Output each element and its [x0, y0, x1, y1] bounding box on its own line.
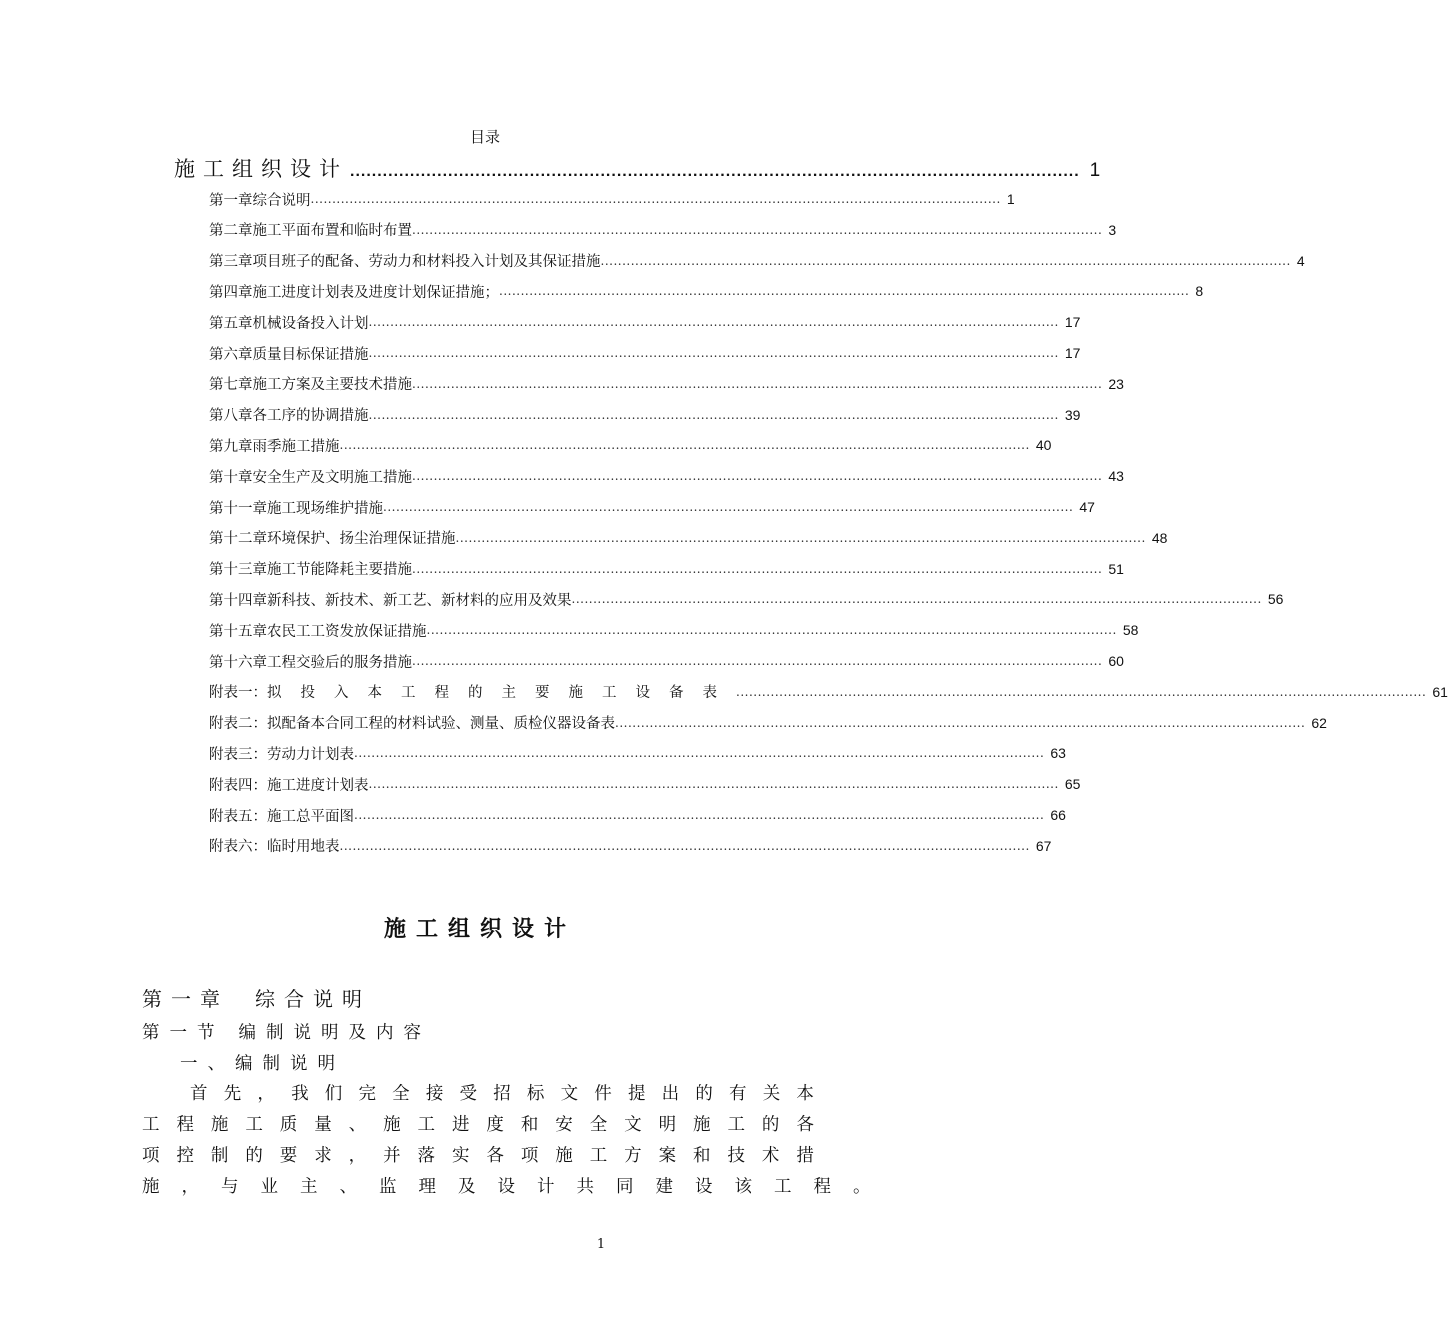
toc-entry-chapter: 第三章	[209, 254, 253, 271]
toc-entry-chapter: 第七章	[209, 377, 253, 394]
toc-entry[interactable]	[209, 523, 1168, 553]
paragraph-line: 项 控 制 的 要 求 ， 并 落 实 各 项 施 工 方 案 和 技 术 措	[142, 1146, 814, 1166]
toc-entry-chapter: 附表一：	[209, 685, 267, 702]
toc-entry-chapter: 第四章	[209, 284, 253, 301]
toc-leader-dots: ................................................................................................................................................................	[571, 592, 1262, 607]
toc-entry-page: 58	[1122, 622, 1139, 639]
toc-entry-page: 48	[1151, 529, 1168, 546]
toc-entry-title: 各工序的协调措施	[252, 408, 369, 425]
toc-entry-title: 劳动力计划表	[267, 746, 354, 763]
toc-leader-dots: ................................................................................................................................................................	[383, 500, 1074, 514]
toc-entry-page: 23	[1108, 375, 1124, 392]
section-heading	[142, 1019, 431, 1044]
toc-entry-chapter: 附表四：	[209, 777, 267, 794]
toc-entry[interactable]	[209, 276, 1204, 306]
toc-entry-title: 拟配备本合同工程的材料试验、测量、质检仪器设备表	[267, 716, 615, 733]
toc-entry-title: 施工总平面图	[267, 808, 354, 825]
section-number: 第一节	[142, 1023, 225, 1043]
toc-leader-dots: ................................................................................................................................................................	[354, 746, 1045, 761]
toc-entry[interactable]	[209, 708, 1327, 738]
page-number: 1	[596, 1237, 606, 1252]
toc-leader-dots: ................................................................................................................................................................	[412, 376, 1103, 391]
toc-entry-page: 39	[1064, 406, 1081, 423]
toc-entry[interactable]	[209, 831, 1052, 861]
toc-entry-title: 机械设备投入计划	[252, 315, 369, 332]
toc-entry-page: 56	[1267, 591, 1284, 608]
toc-entry[interactable]	[209, 800, 1066, 830]
toc-entry-title: 新科技、新技术、新工艺、新材料的应用及效果	[267, 592, 572, 609]
paragraph-line: 工 程 施 工 质 量 、 施 工 进 度 和 安 全 文 明 施 工 的 各	[142, 1115, 814, 1135]
toc-entry-chapter: 第十五章	[209, 623, 267, 640]
toc-entry-page: 66	[1050, 807, 1066, 823]
toc-entry-page: 43	[1108, 468, 1124, 485]
toc-leader-dots: ................................................................................................................................................................	[412, 469, 1103, 484]
toc-entry-title: 质量目标保证措施	[252, 346, 369, 363]
toc-main-entry[interactable]	[174, 153, 1101, 183]
toc-entry-title: 工程交验后的服务措施	[267, 654, 412, 671]
chapter-number: 第一章	[142, 987, 229, 1011]
toc-main-title: 施工组织设计	[174, 157, 348, 181]
toc-entry[interactable]	[209, 246, 1305, 276]
toc-entry[interactable]	[209, 492, 1095, 522]
toc-entry-page: 51	[1108, 560, 1124, 577]
toc-entry[interactable]	[209, 184, 1015, 214]
toc-entry-chapter: 第十三章	[209, 562, 267, 579]
toc-entry[interactable]	[209, 400, 1081, 430]
chapter-heading	[142, 983, 371, 1012]
toc-leader-dots: ................................................................................................................................................................	[615, 715, 1306, 730]
toc-entry-title: 拟投入本工程的主要施工设备表	[267, 685, 736, 702]
toc-leader-dots: ................................................................................................................................................................	[368, 407, 1059, 422]
toc-title: 目录	[469, 128, 500, 146]
toc-entry-page: 47	[1079, 499, 1095, 515]
toc-entry-page: 17	[1064, 345, 1081, 361]
toc-entry-page: 17	[1064, 314, 1081, 331]
toc-entry-page: 1	[1006, 191, 1015, 207]
toc-entry-page: 62	[1311, 714, 1327, 731]
toc-entry-title: 环境保护、扬尘治理保证措施	[267, 531, 456, 548]
toc-entry-chapter: 第九章	[209, 438, 253, 455]
toc-leader-dots: ................................................................................................................................................................	[499, 284, 1190, 299]
toc-entry-chapter: 第一章	[209, 192, 253, 209]
toc-entry-title: 施工方案及主要技术措施	[252, 377, 412, 394]
toc-leader-dots: ................................................................................................................................................................	[426, 623, 1117, 638]
toc-entry-chapter: 附表六：	[209, 839, 267, 856]
toc-leader-dots: ................................................................................................................................................................	[412, 654, 1103, 668]
toc-entry[interactable]	[209, 646, 1124, 676]
toc-leader-dots: ................................................................................................................................................................	[368, 315, 1059, 330]
toc-leader-dots: ......................................................................................................................................	[350, 163, 1080, 180]
paragraph-line: 首 先 ， 我 们 完 全 接 受 招 标 文 件 提 出 的 有 关 本	[190, 1084, 814, 1104]
toc-entry[interactable]	[209, 677, 1448, 707]
toc-entry[interactable]	[209, 430, 1052, 460]
toc-entry-title: 雨季施工措施	[252, 438, 340, 455]
toc-leader-dots: ................................................................................................................................................................	[354, 808, 1045, 822]
toc-entry-chapter: 第十四章	[209, 592, 267, 609]
toc-entry[interactable]	[209, 369, 1124, 399]
toc-leader-dots: ................................................................................................................................................................	[310, 192, 1001, 206]
toc-entry-chapter: 附表三：	[209, 746, 267, 763]
toc-entry[interactable]	[209, 584, 1284, 614]
toc-entry-chapter: 第五章	[209, 315, 253, 332]
toc-leader-dots: ................................................................................................................................................................	[339, 838, 1030, 853]
toc-leader-dots: ................................................................................................................................................................	[339, 438, 1030, 453]
chapter-title: 综合说明	[255, 987, 371, 1011]
toc-entry-page: 4	[1296, 252, 1305, 269]
toc-entry[interactable]	[209, 338, 1081, 368]
toc-entry-chapter: 附表五：	[209, 808, 267, 825]
toc-entry-title: 施工进度计划表及进度计划保证措施；	[252, 284, 499, 301]
toc-entry-page: 60	[1108, 653, 1124, 669]
toc-entry-page: 67	[1035, 837, 1052, 854]
toc-entry[interactable]	[209, 738, 1066, 768]
toc-entry-page: 8	[1195, 283, 1204, 300]
toc-entry[interactable]	[209, 554, 1124, 584]
toc-leader-dots: ................................................................................................................................................................	[455, 530, 1146, 545]
toc-entry-page: 40	[1035, 437, 1052, 454]
toc-entry-title: 施工现场维护措施	[267, 500, 383, 517]
toc-entry-title: 临时用地表	[267, 839, 340, 856]
toc-entry[interactable]	[209, 615, 1139, 645]
toc-entry-title: 项目班子的配备、劳动力和材料投入计划及其保证措施	[252, 254, 601, 271]
subsection-heading: 一、编制说明	[180, 1054, 345, 1074]
toc-entry-chapter: 第十六章	[209, 654, 267, 671]
section-title: 施工组织设计	[383, 916, 576, 942]
toc-entry[interactable]	[209, 461, 1124, 491]
toc-leader-dots: ................................................................................................................................................................	[368, 346, 1059, 360]
toc-entry-page: 63	[1050, 745, 1066, 762]
toc-leader-dots: ................................................................................................................................................................	[368, 777, 1059, 792]
toc-entry-title: 安全生产及文明施工措施	[252, 469, 412, 486]
toc-leader-dots: ................................................................................................................................................................	[412, 561, 1103, 576]
toc-entry[interactable]	[209, 307, 1081, 337]
toc-entry[interactable]	[209, 215, 1117, 245]
paragraph-line: 施 ， 与 业 主 、 监 理 及 设 计 共 同 建 设 该 工 程 。	[142, 1177, 871, 1197]
toc-entry-chapter: 第十一章	[209, 500, 267, 517]
toc-entry-chapter: 第十章	[209, 469, 253, 486]
toc-leader-dots: ................................................................................................................................................................	[736, 684, 1427, 699]
toc-entry-chapter: 第十二章	[209, 531, 267, 548]
toc-leader-dots: ................................................................................................................................................................	[600, 253, 1291, 268]
toc-entry[interactable]	[209, 769, 1081, 799]
toc-entry-title: 施工平面布置和临时布置	[252, 223, 412, 240]
toc-entry-chapter: 第二章	[209, 223, 253, 240]
toc-entry-title: 施工进度计划表	[267, 777, 369, 794]
toc-entry-chapter: 第六章	[209, 346, 253, 363]
toc-entry-chapter: 附表二：	[209, 716, 267, 733]
toc-entry-title: 综合说明	[252, 192, 311, 209]
toc-entry-title: 农民工工资发放保证措施	[267, 623, 427, 640]
toc-entry-page: 3	[1108, 221, 1117, 238]
toc-main-page: 1	[1089, 160, 1101, 181]
toc-entry-page: 61	[1432, 683, 1448, 700]
toc-leader-dots: ................................................................................................................................................................	[412, 222, 1103, 237]
toc-entry-title: 施工节能降耗主要措施	[267, 562, 412, 579]
toc-entry-chapter: 第八章	[209, 408, 253, 425]
section-heading-title: 编制说明及内容	[238, 1023, 431, 1043]
toc-entry-page: 65	[1064, 776, 1081, 793]
